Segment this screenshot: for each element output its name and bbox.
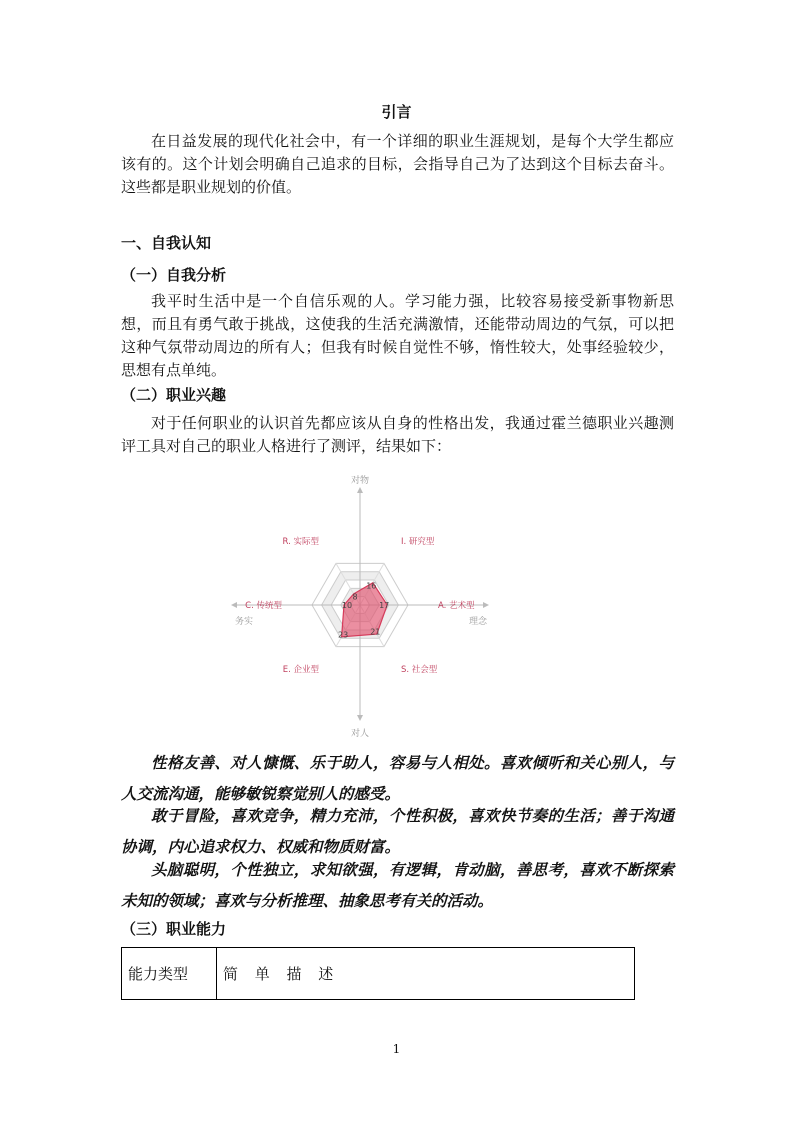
interest-intro-paragraph: 对于任何职业的认识首先都应该从自身的性格出发，我通过霍兰德职业兴趣测评工具对自己的职业人格进行了测评，结果如下：	[121, 414, 674, 455]
table-header-description: 简 单 描 述	[217, 948, 635, 1000]
table-header-ability-type: 能力类型	[122, 948, 217, 1000]
radar-value-label: 8	[352, 592, 358, 602]
subheading-career-interest: （二）职业兴趣	[121, 386, 227, 404]
radar-category-label: E. 企业型	[282, 665, 319, 676]
holland-radar-chart	[220, 468, 500, 740]
page-number: 1	[392, 1042, 401, 1056]
axis-label-right: 理念	[468, 617, 488, 627]
trait-paragraph-investigative: 头脑聪明，个性独立，求知欲强，有逻辑，肯动脑，善思考，喜欢不断探索未知的领域；喜欢与分析推理、抽象思考有关的活动。	[121, 861, 674, 910]
axis-label-left: 务实	[234, 617, 254, 627]
intro-paragraph: 在日益发展的现代化社会中，有一个详细的职业生涯规划，是每个大学生都应该有的。这个计划会明确自己追求的目标，会指导自己为了达到这个目标去奋斗。这些都是职业规划的价值。	[121, 132, 674, 196]
section-heading-self-awareness: 一、自我认知	[121, 234, 212, 252]
radar-value-label: 23	[338, 630, 349, 640]
axis-label-top: 对物	[350, 476, 370, 486]
subheading-self-analysis: （一）自我分析	[121, 266, 227, 284]
radar-category-label: A. 艺术型	[438, 601, 475, 611]
radar-category-label: I. 研究型	[401, 536, 435, 547]
ability-table	[121, 947, 635, 1000]
radar-category-label: C. 传统型	[245, 601, 282, 611]
axis-label-bottom: 对人	[350, 729, 370, 739]
subheading-career-ability: （三）职业能力	[121, 920, 227, 938]
radar-category-label: S. 社会型	[401, 665, 438, 676]
radar-value-label: 10	[341, 601, 353, 610]
trait-paragraph-social: 性格友善、对人慷慨、乐于助人，容易与人相处。喜欢倾听和关心别人，与人交流沟通，能够敏锐察觉别人的感受。	[121, 754, 674, 803]
self-analysis-paragraph: 我平时生活中是一个自信乐观的人。学习能力强，比较容易接受新事物新思想，而且有勇气敢于挑战，这使我的生活充满激情，还能带动周边的气氛，可以把这种气氛带动周边的所有人；但我有时候自觉性不够，惰性较大，处事经验较少，思想有点单纯。	[121, 292, 674, 379]
table-row	[122, 948, 635, 1000]
radar-value-label: 16	[366, 581, 377, 591]
radar-value-label: 21	[370, 627, 381, 637]
radar-value-label: 17	[379, 601, 390, 610]
radar-category-label: R. 实际型	[282, 536, 319, 547]
trait-paragraph-enterprising: 敢于冒险，喜欢竞争，精力充沛，个性积极，喜欢快节奏的生活；善于沟通协调，内心追求权力、权威和物质财富。	[121, 807, 674, 856]
page-title: 引言	[381, 103, 412, 121]
